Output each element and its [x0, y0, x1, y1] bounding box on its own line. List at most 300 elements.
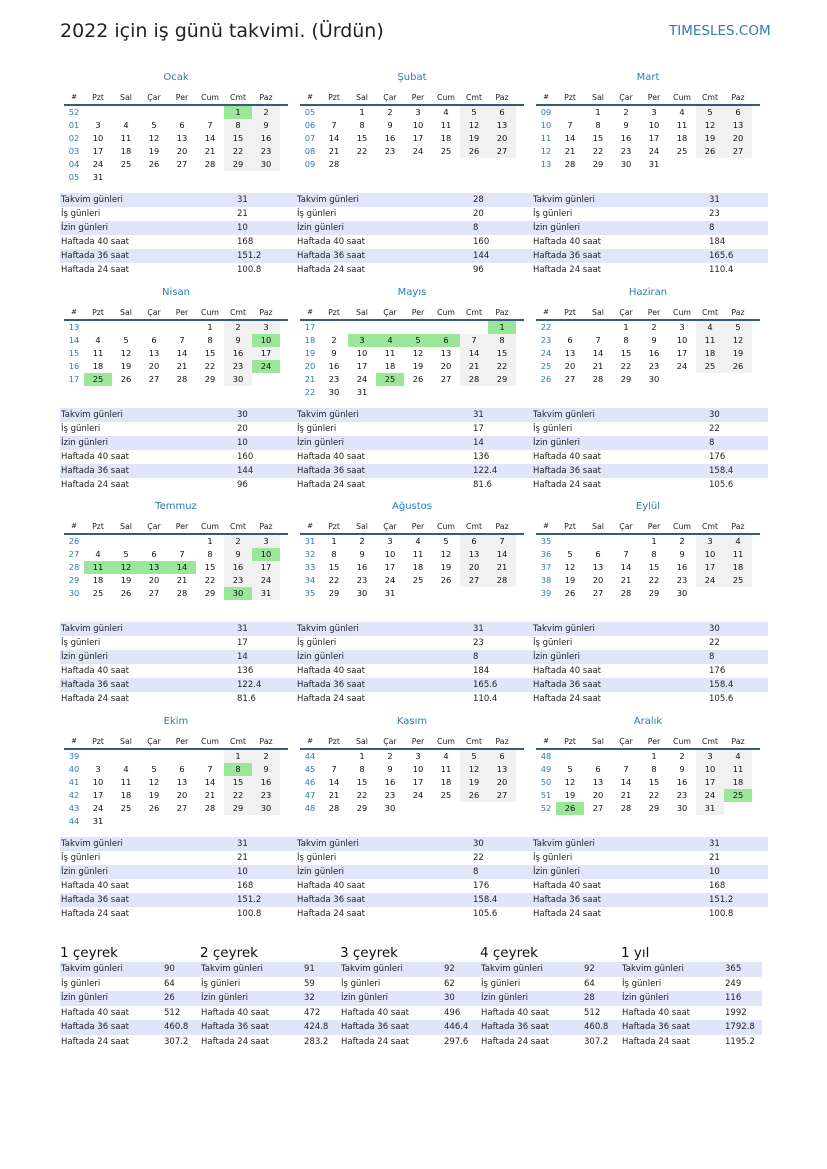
day-cell: 11 [84, 561, 112, 574]
summary-value: 92 [444, 964, 455, 974]
day-cell [460, 158, 488, 171]
day-cell: 28 [176, 374, 188, 384]
day-cell: 18 [384, 361, 396, 371]
day-cell: 5 [460, 106, 488, 119]
summary-value: 249 [725, 978, 742, 989]
stat-value: 184 [473, 666, 490, 676]
stat-value: 10 [237, 867, 248, 877]
week-row [64, 145, 288, 158]
day-cell [84, 321, 112, 334]
day-cell: 11 [384, 348, 396, 358]
stat-row [532, 851, 768, 865]
stat-label: Haftada 36 saat [533, 466, 601, 476]
stat-row [296, 636, 532, 650]
stat-row [60, 622, 296, 636]
day-cell: 28 [488, 574, 516, 587]
stat-value: 30 [473, 839, 484, 849]
day-cell: 23 [648, 361, 660, 371]
summary-row [480, 962, 621, 977]
day-cell [556, 321, 584, 334]
summary-value: 116 [725, 993, 742, 1003]
day-cell: 13 [592, 562, 604, 572]
day-cell: 27 [592, 588, 604, 598]
weekday-label: # [543, 737, 549, 745]
day-cell [252, 373, 280, 386]
day-cell: 25 [412, 575, 424, 585]
day-cell: 21 [564, 146, 576, 156]
day-cell: 12 [460, 763, 488, 776]
day-cell: 5 [460, 750, 488, 763]
stat-label: Takvim günleri [61, 624, 123, 634]
day-cell: 9 [387, 120, 393, 130]
summary-value: 28 [584, 993, 595, 1003]
week-row [300, 386, 524, 399]
day-cell: 28 [592, 374, 604, 384]
week-number: 48 [304, 803, 316, 813]
stat-row [296, 865, 532, 879]
day-cell: 9 [651, 335, 657, 345]
stat-label: Haftada 36 saat [533, 680, 601, 690]
day-cell: 17 [412, 777, 424, 787]
week-row [300, 789, 524, 802]
day-cell: 3 [415, 107, 421, 117]
stat-value: 96 [473, 265, 484, 275]
weekday-label: Cum [201, 308, 219, 317]
stat-row [532, 478, 768, 492]
stat-label: Haftada 36 saat [61, 895, 129, 905]
stat-value: 14 [473, 438, 484, 448]
stat-value: 160 [473, 237, 490, 247]
day-cell: 15 [224, 776, 252, 789]
week-number: 06 [304, 120, 316, 130]
summary-block [340, 944, 481, 1049]
day-cell: 15 [328, 562, 340, 572]
week-row [300, 561, 524, 574]
stat-row [532, 450, 768, 464]
weekday-label: Cum [201, 737, 219, 746]
day-cell: 11 [440, 764, 452, 774]
week-number: 51 [540, 790, 552, 800]
summary-title: 2 çeyrek [200, 945, 258, 961]
day-cell: 5 [151, 764, 157, 774]
day-cell: 4 [415, 536, 421, 546]
day-cell: 25 [92, 588, 104, 598]
day-cell [376, 158, 404, 171]
stat-row [532, 692, 768, 706]
day-cell: 22 [224, 145, 252, 158]
stat-label: Takvim günleri [61, 839, 123, 849]
week-number: 20 [304, 361, 316, 371]
day-cell: 25 [376, 373, 404, 386]
week-row [300, 750, 524, 763]
stat-value: 168 [709, 881, 726, 891]
day-cell: 3 [252, 535, 280, 548]
week-row [64, 802, 288, 815]
stat-row [60, 879, 296, 893]
week-number: 30 [68, 588, 80, 598]
day-cell: 9 [623, 120, 629, 130]
day-cell: 18 [412, 562, 424, 572]
day-cell: 29 [592, 159, 604, 169]
day-cell: 25 [120, 803, 132, 813]
day-cell: 7 [460, 334, 488, 347]
day-cell [252, 171, 280, 184]
summary-value: 26 [164, 993, 175, 1003]
day-cell: 20 [564, 361, 576, 371]
month-name: Ağustos [392, 501, 432, 512]
weekday-label: Cmt [229, 93, 247, 102]
stat-label: Haftada 36 saat [297, 680, 365, 690]
week-number: 29 [68, 575, 80, 585]
day-cell: 12 [460, 119, 488, 132]
stat-value: 20 [473, 209, 484, 219]
day-cell [556, 750, 584, 763]
day-cell: 12 [148, 777, 160, 787]
stat-row [296, 893, 532, 907]
day-cell: 16 [384, 777, 396, 787]
day-cell: 23 [620, 146, 632, 156]
day-cell [488, 802, 516, 815]
summary-value: 424.8 [304, 1022, 329, 1032]
week-row [300, 119, 524, 132]
week-number: 08 [304, 146, 316, 156]
day-cell: 7 [567, 120, 573, 130]
summary-row [340, 991, 481, 1006]
summary-label: Haftada 40 saat [622, 1007, 690, 1018]
week-row [64, 373, 288, 386]
day-cell: 15 [224, 132, 252, 145]
day-cell: 17 [696, 776, 724, 789]
day-cell: 15 [648, 777, 660, 787]
stat-row [296, 650, 532, 664]
day-cell: 7 [623, 549, 629, 559]
day-cell [612, 535, 640, 548]
day-cell: 2 [387, 751, 393, 761]
stat-value: 21 [237, 209, 248, 219]
stat-row [296, 436, 532, 450]
day-cell: 21 [328, 790, 340, 800]
stat-value: 8 [709, 438, 715, 448]
day-cell: 25 [676, 146, 688, 156]
day-cell: 8 [224, 119, 252, 132]
stat-label: Haftada 24 saat [61, 694, 129, 704]
day-cell: 12 [112, 561, 140, 574]
weekday-label: Cmt [465, 308, 483, 317]
week-row [536, 106, 760, 119]
day-cell: 16 [384, 133, 396, 143]
day-cell: 23 [384, 790, 396, 800]
day-cell: 2 [651, 322, 657, 332]
summary-label: Haftada 36 saat [61, 1022, 129, 1032]
day-cell: 30 [224, 373, 252, 386]
day-cell: 21 [204, 146, 216, 156]
stat-row [296, 907, 532, 921]
day-cell: 20 [148, 361, 160, 371]
stat-row [532, 837, 768, 851]
day-cell: 2 [679, 536, 685, 546]
day-cell: 24 [92, 159, 104, 169]
day-cell: 6 [179, 120, 185, 130]
stat-label: İş günleri [533, 424, 573, 434]
stat-label: Haftada 36 saat [61, 680, 129, 690]
summary-value: 512 [584, 1007, 601, 1018]
weekday-label: Cmt [465, 522, 483, 531]
week-number: 23 [540, 335, 552, 345]
stat-row [532, 464, 768, 478]
day-cell [432, 321, 460, 334]
weekday-label: Pzt [328, 308, 340, 317]
day-cell: 31 [696, 802, 724, 815]
day-cell: 18 [120, 790, 132, 800]
day-cell [252, 815, 280, 828]
stat-label: Takvim günleri [533, 410, 595, 420]
day-cell: 10 [92, 777, 104, 787]
week-number: 33 [304, 562, 316, 572]
weekday-label: Çar [619, 308, 633, 317]
day-cell [112, 815, 140, 828]
day-cell: 30 [676, 803, 688, 813]
weekday-label: Pzt [564, 737, 576, 746]
stat-value: 31 [237, 624, 248, 634]
day-cell: 22 [648, 575, 660, 585]
week-row [536, 158, 760, 171]
summary-value: 1992 [725, 1007, 747, 1018]
weekday-label: Cmt [465, 93, 483, 102]
stat-row [532, 622, 768, 636]
day-cell: 17 [252, 347, 280, 360]
weekday-label: Paz [259, 737, 273, 746]
day-cell: 24 [696, 574, 724, 587]
day-cell: 26 [148, 159, 160, 169]
weekday-label: # [71, 737, 77, 745]
day-cell: 24 [648, 146, 660, 156]
day-cell: 8 [359, 120, 365, 130]
day-cell: 20 [488, 776, 516, 789]
stat-label: İş günleri [533, 638, 573, 648]
summary-row [340, 1006, 481, 1021]
day-cell: 28 [620, 803, 632, 813]
day-cell: 28 [176, 588, 188, 598]
weekday-label: Cum [673, 93, 691, 102]
day-cell [168, 815, 196, 828]
week-row [536, 776, 760, 789]
summary-value: 297.6 [444, 1036, 469, 1047]
weekday-label: Cmt [701, 737, 719, 746]
stat-row [296, 464, 532, 478]
week-row [64, 360, 288, 373]
day-cell: 29 [648, 588, 660, 598]
weekday-label: # [543, 522, 549, 530]
summary-label: Haftada 24 saat [201, 1036, 269, 1047]
day-cell: 9 [679, 764, 685, 774]
weekday-label: Çar [147, 308, 161, 317]
stat-row [532, 408, 768, 422]
week-row [300, 535, 524, 548]
day-cell [320, 321, 348, 334]
weekday-label: # [71, 308, 77, 316]
day-cell: 6 [488, 750, 516, 763]
day-cell: 9 [252, 763, 280, 776]
week-number: 19 [304, 348, 316, 358]
stat-label: Takvim günleri [297, 410, 359, 420]
stat-row [60, 249, 296, 263]
month-stats [296, 408, 532, 492]
weekday-label: Cmt [701, 93, 719, 102]
summary-row [340, 977, 481, 992]
stat-value: 30 [237, 410, 248, 420]
summary-value: 307.2 [584, 1036, 609, 1047]
day-cell: 26 [556, 802, 584, 815]
month-calendar [64, 714, 288, 828]
summary-row [60, 1035, 201, 1050]
summary-block [200, 944, 341, 1049]
day-cell: 30 [384, 803, 396, 813]
stat-label: Haftada 24 saat [533, 265, 601, 275]
day-cell: 1 [207, 536, 213, 546]
weekday-header [300, 90, 524, 106]
day-cell: 30 [356, 588, 368, 598]
stat-value: 23 [473, 638, 484, 648]
day-cell [404, 158, 432, 171]
week-number: 31 [304, 536, 316, 546]
summary-label: İş günleri [622, 978, 662, 989]
summary-value: 446.4 [444, 1022, 469, 1032]
weekday-label: # [71, 93, 77, 101]
day-cell: 8 [651, 764, 657, 774]
day-cell: 23 [384, 146, 396, 156]
stat-value: 31 [709, 195, 720, 205]
summary-value: 59 [304, 978, 315, 989]
stat-row [60, 650, 296, 664]
stat-value: 96 [237, 480, 248, 490]
weekday-header [300, 734, 524, 750]
weekday-label: Paz [731, 522, 745, 531]
week-number: 48 [540, 751, 552, 761]
day-cell [140, 535, 168, 548]
day-cell: 23 [252, 145, 280, 158]
day-cell: 4 [95, 335, 101, 345]
day-cell [612, 750, 640, 763]
day-cell: 22 [356, 146, 368, 156]
day-cell [84, 106, 112, 119]
month-stats [532, 837, 768, 921]
day-cell [404, 321, 432, 334]
stat-value: 8 [709, 652, 715, 662]
month-stats [60, 622, 296, 706]
day-cell: 13 [488, 119, 516, 132]
weekday-header [64, 519, 288, 535]
day-cell [168, 171, 196, 184]
summary-label: Takvim günleri [61, 964, 123, 974]
month-stats [532, 408, 768, 492]
day-cell: 29 [224, 158, 252, 171]
day-cell: 10 [252, 548, 280, 561]
week-number: 44 [304, 751, 316, 761]
stat-label: İzin günleri [297, 867, 345, 877]
day-cell: 16 [224, 561, 252, 574]
week-number: 05 [68, 172, 80, 182]
week-row [536, 347, 760, 360]
weekday-label: Pzt [92, 308, 104, 317]
day-cell: 11 [92, 348, 104, 358]
week-number: 07 [304, 133, 316, 143]
month-calendar [536, 70, 760, 171]
stat-label: İzin günleri [533, 867, 581, 877]
day-cell: 2 [679, 751, 685, 761]
month-name: Ekim [163, 716, 189, 727]
stat-row [532, 907, 768, 921]
day-cell: 1 [595, 107, 601, 117]
stat-label: Haftada 24 saat [297, 480, 365, 490]
weekday-label: Cum [437, 737, 455, 746]
stat-row [532, 263, 768, 277]
stat-label: Takvim günleri [61, 195, 123, 205]
day-cell: 12 [440, 549, 452, 559]
month-name: Haziran [628, 287, 668, 298]
month-name: Şubat [397, 72, 427, 83]
day-cell: 4 [95, 549, 101, 559]
day-cell: 15 [356, 133, 368, 143]
day-cell: 17 [92, 146, 104, 156]
day-cell: 22 [488, 360, 516, 373]
stat-row [60, 893, 296, 907]
day-cell: 1 [359, 107, 365, 117]
summary-label: İş günleri [341, 978, 381, 989]
weekday-label: Per [647, 93, 661, 102]
day-cell: 27 [564, 374, 576, 384]
weekday-label: # [307, 308, 313, 316]
stat-row [532, 436, 768, 450]
day-cell: 19 [460, 776, 488, 789]
weekday-label: Paz [495, 308, 509, 317]
stat-label: Haftada 36 saat [297, 251, 365, 261]
day-cell: 19 [440, 562, 452, 572]
month-name: Nisan [162, 287, 190, 298]
summary-label: İzin günleri [61, 993, 109, 1003]
summary-block [621, 944, 762, 1049]
stat-label: İzin günleri [61, 438, 109, 448]
day-cell: 27 [460, 574, 488, 587]
day-cell [224, 171, 252, 184]
stat-value: 158.4 [473, 895, 498, 905]
brand-link[interactable]: TIMESLES.COM [669, 23, 771, 39]
stat-row [60, 865, 296, 879]
stat-label: İş günleri [61, 638, 101, 648]
day-cell: 13 [440, 348, 452, 358]
stat-row [532, 893, 768, 907]
day-cell: 8 [224, 763, 252, 776]
day-cell: 8 [331, 549, 337, 559]
day-cell [724, 158, 752, 171]
week-number: 15 [68, 348, 80, 358]
stat-value: 168 [237, 881, 254, 891]
day-cell: 18 [92, 575, 104, 585]
summary-value: 1792.8 [725, 1022, 755, 1032]
week-number: 25 [540, 361, 552, 371]
month-stats [60, 193, 296, 277]
day-cell [320, 106, 348, 119]
day-cell: 19 [148, 146, 160, 156]
stat-label: Haftada 40 saat [61, 666, 129, 676]
week-number: 41 [68, 777, 80, 787]
stat-value: 122.4 [473, 466, 498, 476]
summary-label: İş günleri [61, 978, 101, 989]
day-cell: 20 [592, 575, 604, 585]
summary-label: Haftada 36 saat [201, 1022, 269, 1032]
weekday-label: Sal [356, 308, 368, 317]
summary-value: 91 [304, 964, 315, 974]
stat-value: 176 [709, 666, 726, 676]
